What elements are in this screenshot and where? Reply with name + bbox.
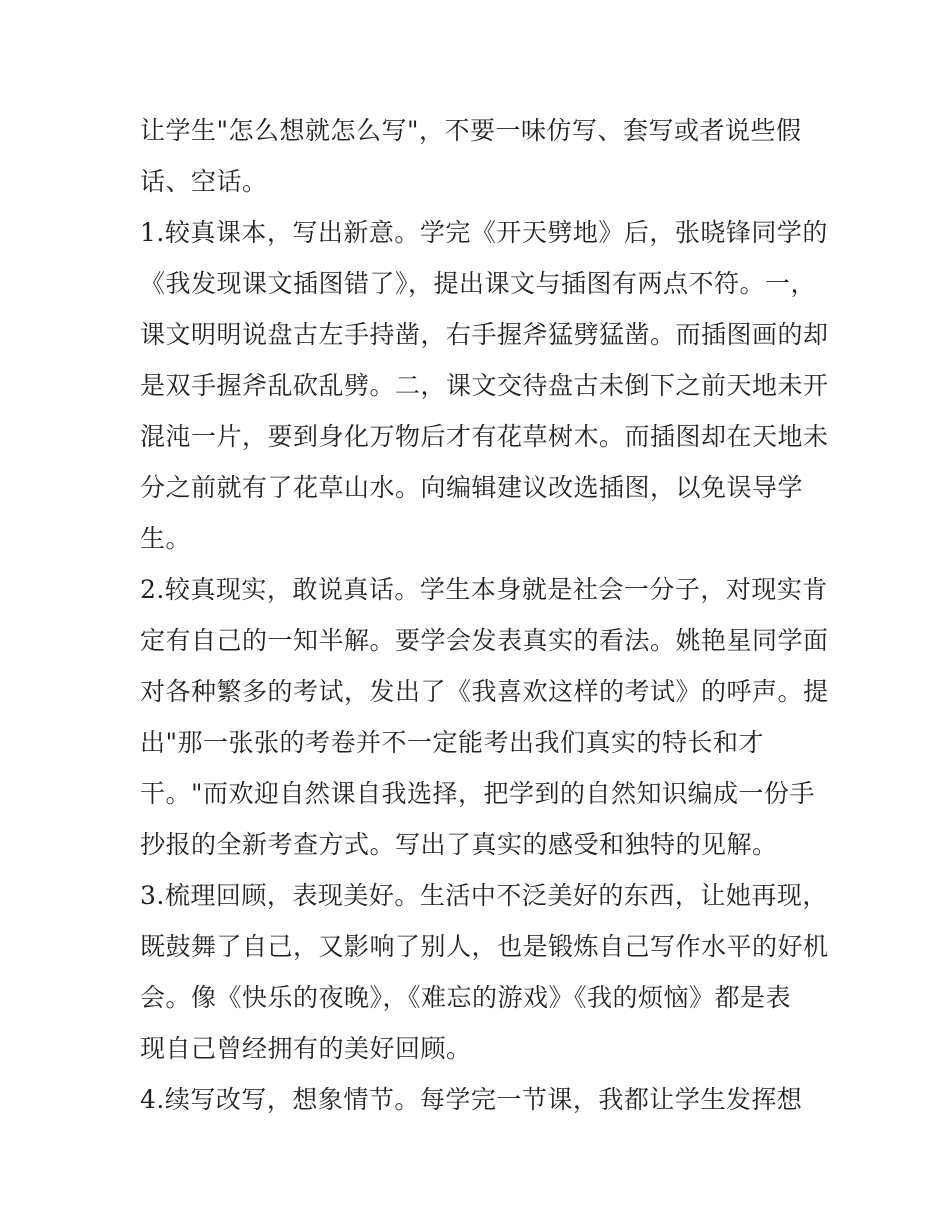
text-line: 会。像《快乐的夜晚》，《难忘的游戏》《我的烦恼》都是表 — [140, 983, 792, 1012]
text-line: 定有自己的一知半解。要学会发表真实的看法。姚艳星同学面 — [140, 626, 829, 655]
text-line: 话、空话。 — [140, 167, 268, 196]
body-text — [140, 105, 829, 1125]
text-line: 1.较真课本，写出新意。学完《开天劈地》后，张晓锋同学的 — [140, 218, 828, 247]
text-line: 生。 — [140, 524, 192, 553]
text-line: 2.较真现实，敢说真话。学生本身就是社会一分子，对现实肯 — [140, 575, 828, 604]
text-line: 3.梳理回顾，表现美好。生活中不泛美好的东西，让她再现， — [140, 881, 828, 910]
text-line: 混沌一片，要到身化万物后才有花草树木。而插图却在天地未 — [140, 422, 829, 451]
text-line: 既鼓舞了自己，又影响了别人，也是锻炼自己写作水平的好机 — [140, 932, 829, 961]
text-line: 抄报的全新考查方式。写出了真实的感受和独特的见解。 — [140, 830, 778, 859]
text-line: 对各种繁多的考试，发出了《我喜欢这样的考试》的呼声。提 — [140, 677, 829, 706]
text-line: 是双手握斧乱砍乱劈。二，课文交待盘古未倒下之前天地未开 — [140, 371, 829, 400]
text-line: 《我发现课文插图错了》，提出课文与插图有两点不符。一， — [140, 269, 817, 298]
text-line: 干。"而欢迎自然课自我选择，把学到的自然知识编成一份手 — [140, 779, 816, 808]
text-line: 现自己曾经拥有的美好回顾。 — [140, 1034, 472, 1063]
text-line: 让学生"怎么想就怎么写"，不要一味仿写、套写或者说些假 — [140, 116, 802, 145]
text-line: 出"那一张张的考卷并不一定能考出我们真实的特长和才 — [140, 728, 765, 757]
text-line: 课文明明说盘古左手持凿，右手握斧猛劈猛凿。而插图画的却 — [140, 320, 829, 349]
text-line: 分之前就有了花草山水。向编辑建议改选插图，以免误导学 — [140, 473, 804, 502]
text-line: 4.续写改写，想象情节。每学完一节课，我都让学生发挥想 — [140, 1085, 803, 1114]
